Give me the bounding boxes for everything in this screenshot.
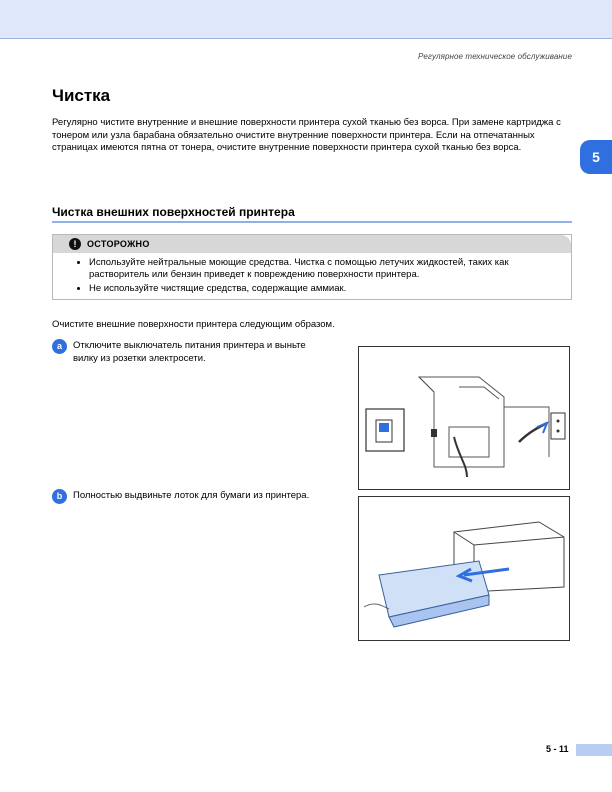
chapter-tab <box>580 140 612 174</box>
step-b <box>52 490 322 504</box>
step-marker: a <box>52 339 67 354</box>
power-off-illustration <box>358 346 570 490</box>
caution-item: • Используйте нейтральные моющие средства. Чистка с помощью летучих жидкостей, таких как растворитель или бензин приведет к повреждению поверхности принтера. <box>89 257 571 281</box>
lead-paragraph: Очистите внешние поверхности принтера следующим образом. <box>52 319 335 330</box>
chapter-number: 5 <box>592 149 600 165</box>
running-header: Регулярное техническое обслуживание <box>418 52 572 61</box>
power-switch-figure <box>359 347 569 489</box>
exclamation-icon: ! <box>69 238 81 250</box>
caution-box <box>52 234 572 300</box>
page-title: Чистка <box>52 86 111 105</box>
caution-list <box>53 257 571 295</box>
page-number: 5 - 11 <box>546 744 569 754</box>
caution-item: • Не используйте чистящие средства, содержащие аммиак. <box>89 283 571 295</box>
section-title: Чистка внешних поверхностей принтера <box>52 205 295 219</box>
caution-header <box>53 235 571 253</box>
caution-label: ОСТОРОЖНО <box>87 239 150 249</box>
paper-tray-illustration <box>358 496 570 641</box>
intro-paragraph: Регулярно чистите внутренние и внешние поверхности принтера сухой тканью без ворса. При замене картриджа с тонером или узла барабана обязательно очистите внутренние поверхности принтера. Если на отпечатанных страницах имеются пятна от тонера, очистите внутренние поверхности принтера сухой тканью без ворса. <box>52 117 561 153</box>
section-divider <box>52 221 572 223</box>
top-header-band <box>0 0 612 39</box>
step-text: Полностью выдвиньте лоток для бумаги из принтера. <box>73 490 310 501</box>
step-text: Отключите выключатель питания принтера и выньте вилку из розетки электросети. <box>73 340 306 364</box>
step-a <box>52 340 322 365</box>
paper-tray-figure <box>359 497 569 640</box>
step-marker: b <box>52 489 67 504</box>
footer-band <box>576 744 612 756</box>
